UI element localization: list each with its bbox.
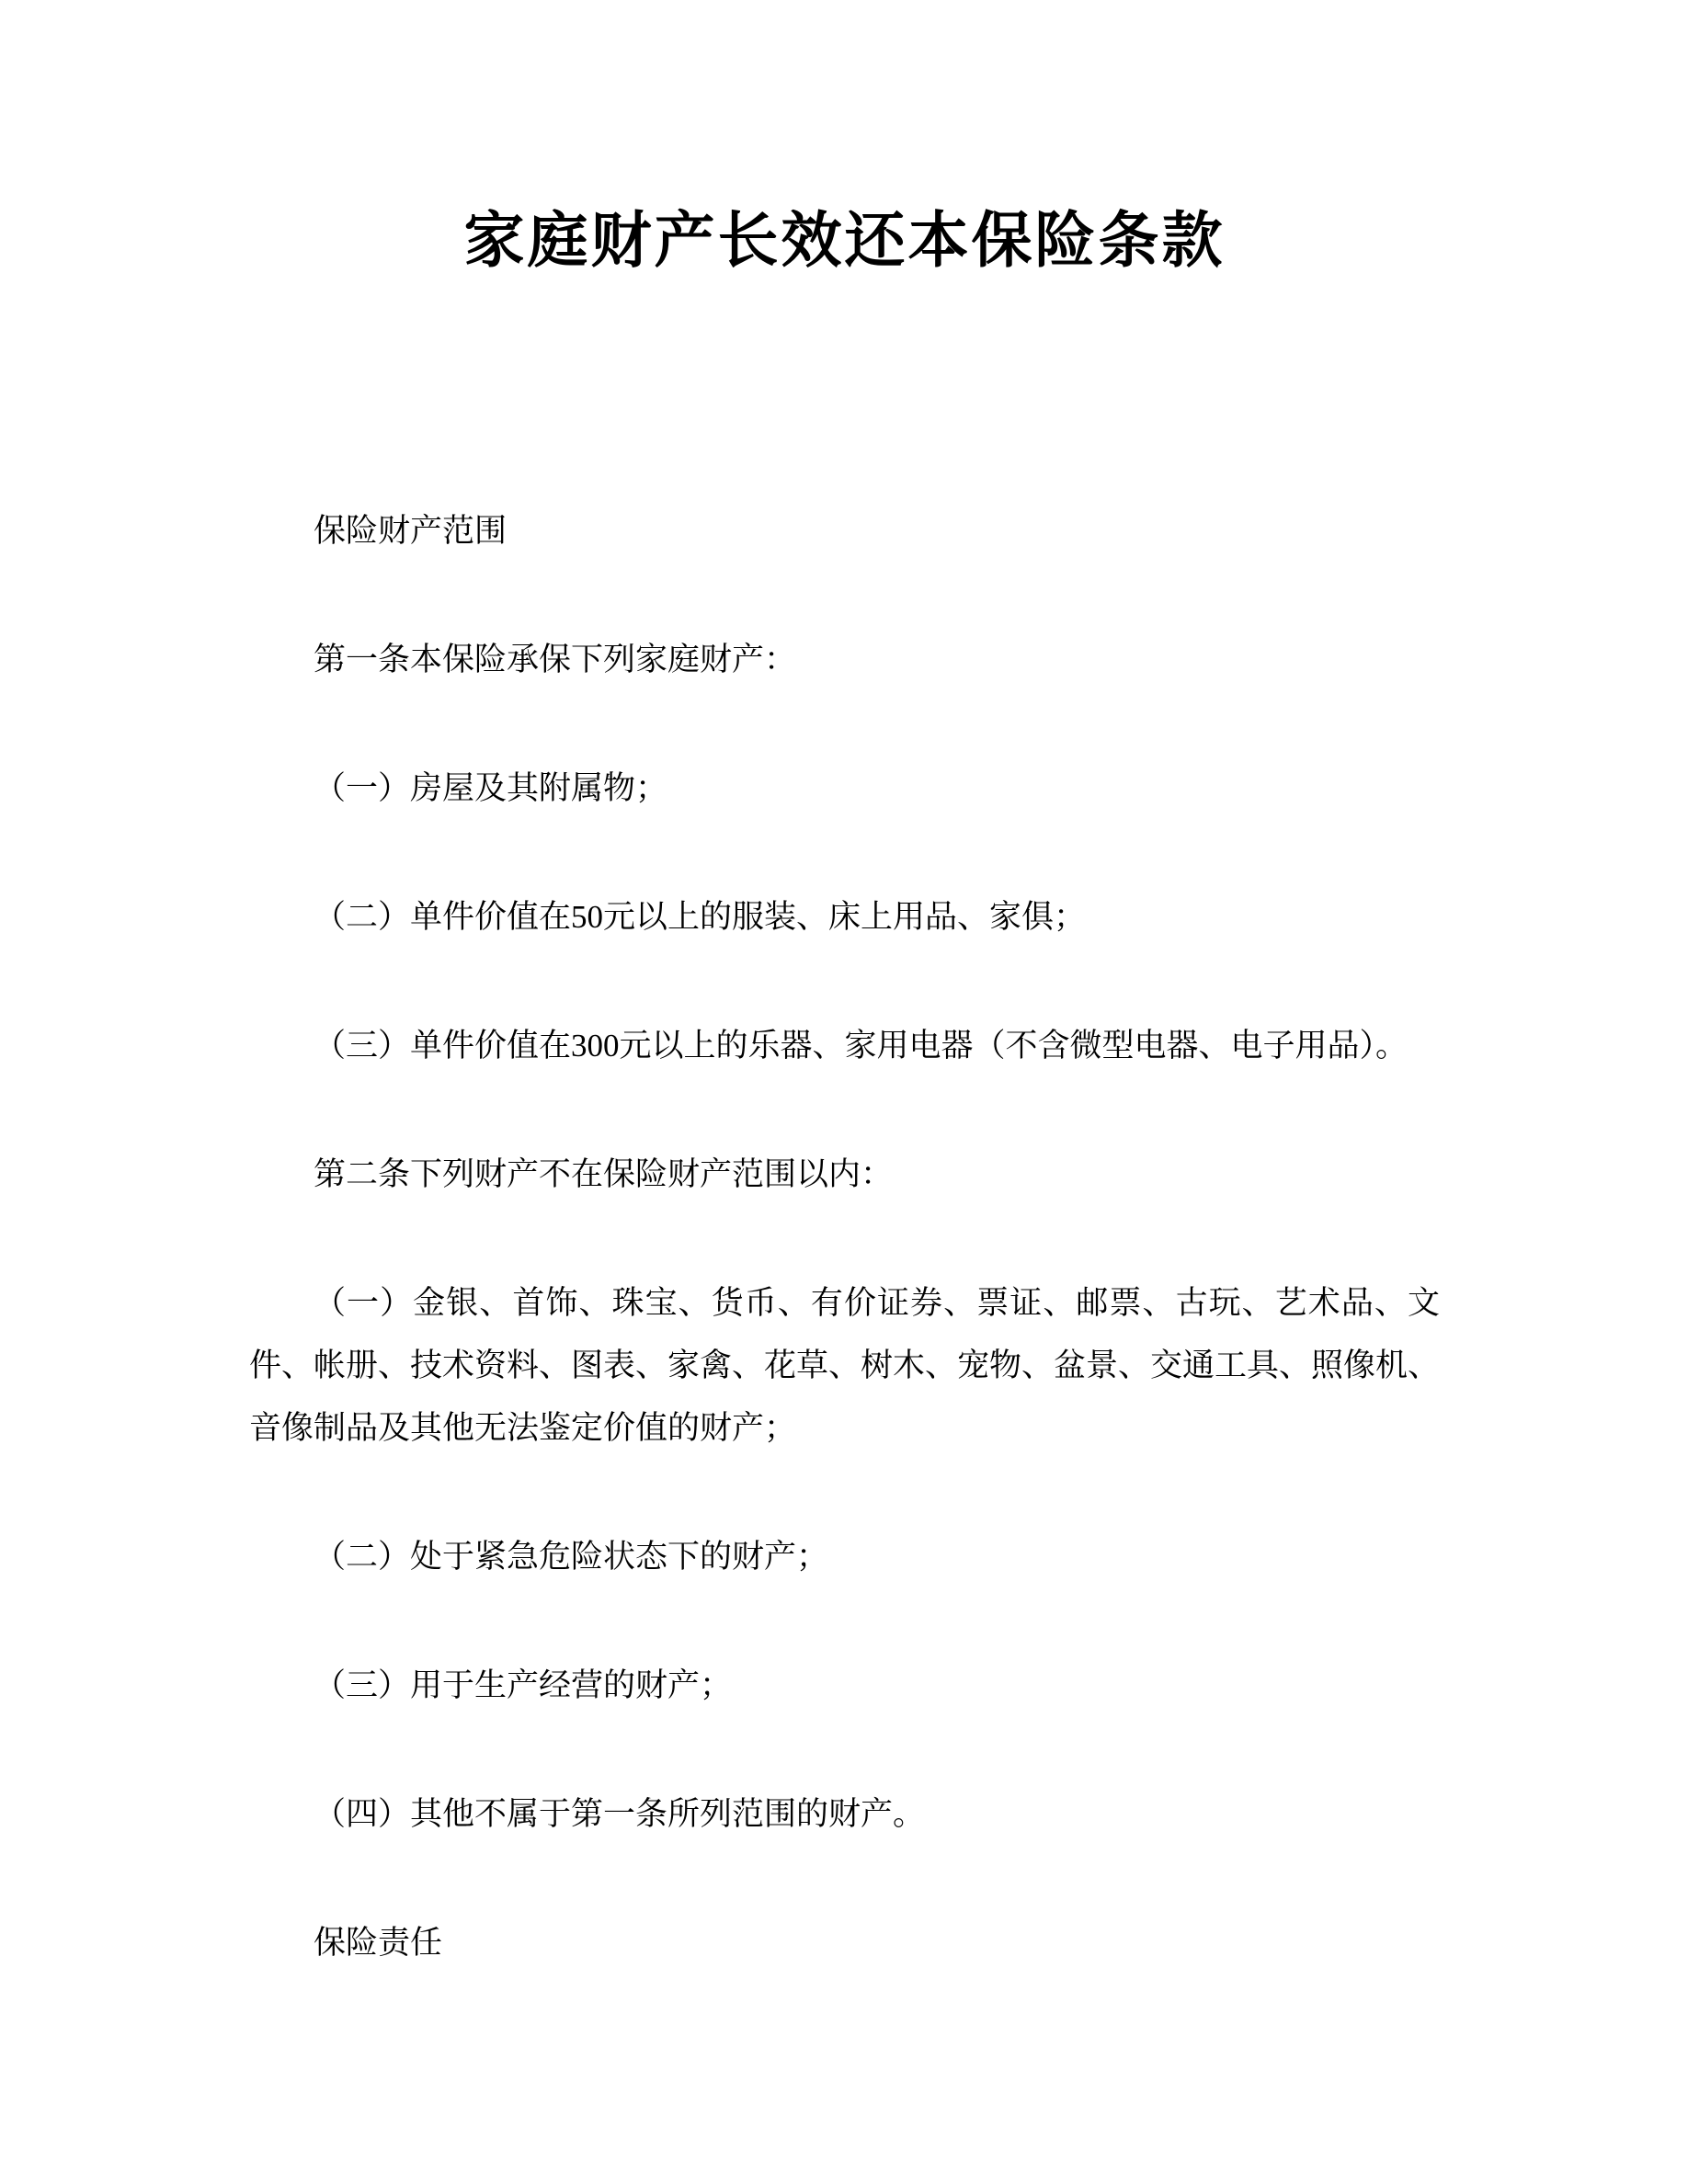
article-1-item-1: （一）房屋及其附属物； (314, 770, 668, 806)
section-heading-insurance-liability: 保险责任 (314, 1925, 443, 1961)
article-2-item-3: （三）用于生产经营的财产； (314, 1667, 733, 1703)
article-2-item-1: （一）金银、首饰、珠宝、货币、有价证券、票证、邮票、古玩、艺术品、文件、帐册、技术资料、图表、家禽、花草、树木、宠物、盆景、交通工具、照像机、音像制品及其他无法鉴定价值的财产； (249, 1285, 1441, 1446)
article-2-item-4: （四）其他不属于第一条所列范围的财产。 (314, 1796, 926, 1832)
article-2-heading: 第二条下列财产不在保险财产范围以内： (314, 1156, 894, 1192)
document-content (0, 209, 1440, 1974)
section-heading-insured-property-scope: 保险财产范围 (314, 513, 508, 549)
article-1-item-3: （三）单件价值在300元以上的乐器、家用电器（不含微型电器、电子用品）。 (314, 1028, 1409, 1064)
article-2-item-2: （二）处于紧急危险状态下的财产； (314, 1539, 829, 1575)
document-title: 家庭财产长效还本保险条款 (463, 208, 1226, 275)
article-1-heading: 第一条本保险承保下列家庭财产： (314, 642, 797, 677)
article-1-item-2: （二）单件价值在50元以上的服装、床上用品、家俱； (314, 899, 1087, 935)
